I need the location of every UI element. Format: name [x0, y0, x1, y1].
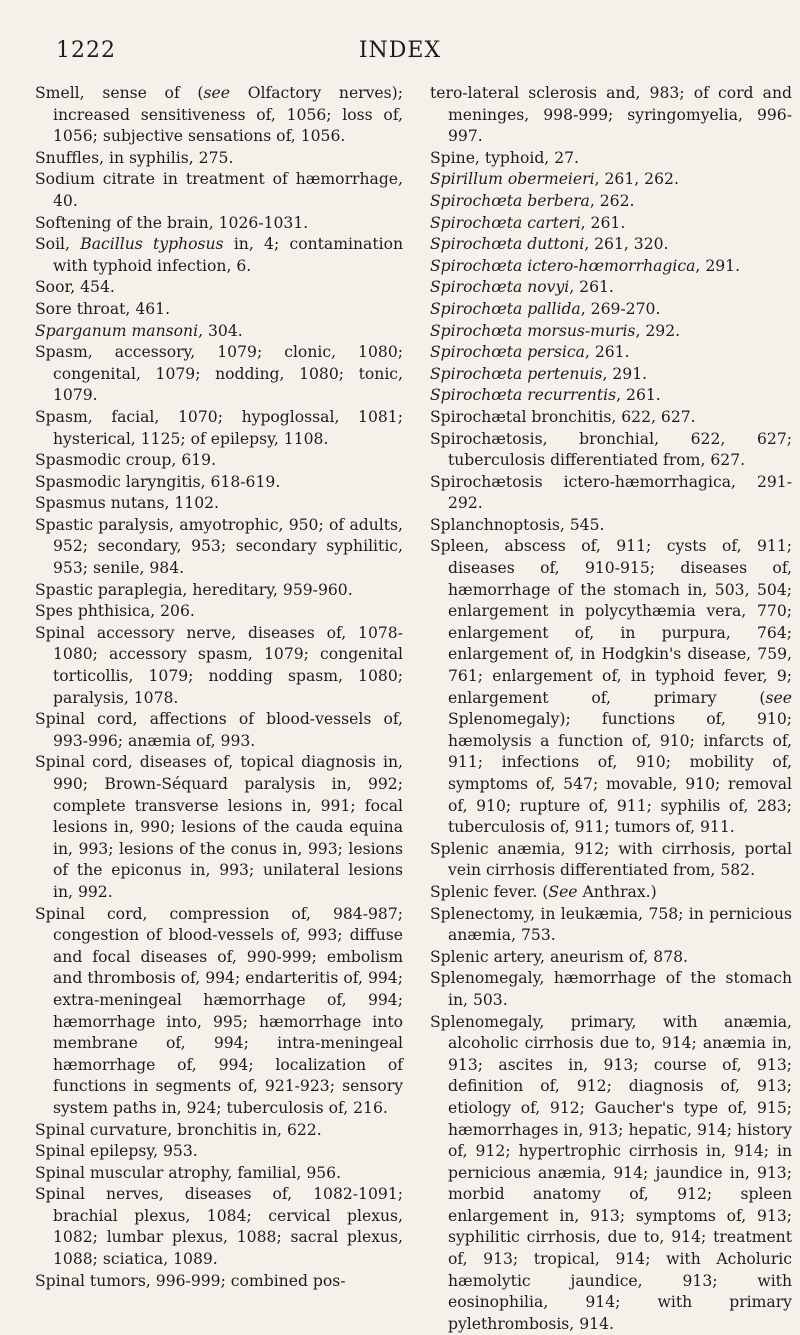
index-entry: Snuffles, in syphilis, 275. [35, 148, 234, 167]
index-entry: Spasmodic croup, 619. [35, 451, 217, 470]
page-header [56, 38, 744, 70]
index-entry: Spirillum obermeieri, 261, 262. [430, 170, 679, 189]
index-entry: Splenic anæmia, 912; with cirrhosis, portal vein cirrhosis differentiated from, 582. [430, 839, 792, 880]
index-entry: Spinal cord, affections of blood-vessels of, 993-996; anæmia of, 993. [35, 710, 403, 750]
index-entry: Spasmus nutans, 1102. [35, 494, 220, 513]
index-entry: Spinal cord, compression of, 984-987; congestion of blood-vessels of, 993; diffuse and focal diseases of, 990-999; embolism and thrombosis of, 994; endarteritis of, 994; extra-meningeal hæmorrhage of, 994; hæmorrhage into, 995; hæmorrhage into membrane of, 994; intra-meningeal hæmorrhage of, 994; localization of functions in segments of, 921-923; sensory system paths in, 924; tuberculosis of, 216. [35, 904, 403, 1117]
index-entry: Splenic fever. (See Anthrax.) [430, 882, 657, 901]
index-entry: Spirochœta pallida, 269-270. [430, 299, 661, 318]
index-entry: Splenic artery, aneurism of, 878. [430, 947, 688, 966]
index-entry: Spes phthisica, 206. [35, 602, 195, 621]
index-entry: Spasmodic laryngitis, 618-619. [35, 472, 281, 491]
index-entry: Splenectomy, in leukæmia, 758; in pernicious anæmia, 753. [430, 904, 792, 945]
page-number: 1222 [56, 38, 116, 63]
index-entry: Spirochætal bronchitis, 622, 627. [430, 407, 696, 426]
index-entry: Sore throat, 461. [35, 299, 171, 318]
page-title: INDEX [358, 38, 442, 63]
index-entry: Spirochœta morsus-muris, 292. [430, 321, 681, 340]
index-entry: Spirochœta berbera, 262. [430, 191, 635, 210]
index-entry: Spirochœta carteri, 261. [430, 213, 626, 232]
index-entry: Spinal cord, diseases of, topical diagnosis in, 990; Brown-Séquard paralysis in, 992; complete transverse lesions in, 991; focal lesions in, 990; lesions of the cauda equina in, 993; lesions of the conus in, 993; lesions of the epiconus in, 993; unilateral lesions in, 992. [35, 753, 403, 901]
index-entry: Spirochœta recurrentis, 261. [430, 386, 661, 405]
index-entry: Spirochœta pertenuis, 291. [430, 364, 648, 383]
index-entry: Spirochætosis, bronchial, 622, 627; tuberculosis differentiated from, 627. [430, 429, 792, 470]
index-entry: Spastic paraplegia, hereditary, 959-960. [35, 580, 353, 599]
index-entry: Spirochœta duttoni, 261, 320. [430, 235, 669, 254]
index-entry: Spleen, abscess of, 911; cysts of, 911; diseases of, 910-915; diseases of, hæmorrhage of the stomach in, 503, 504; enlargement in polycythæmia vera, 770; enlargement of, in purpura, 764; enlargement of, in Hodgkin's disease, 759, 761; enlargement of, in typhoid fever, 9; enlargement of, primary (see Splenomegaly); functions of, 910; hæmolysis a function of, 910; infarcts of, 911; infections of, 910; mobility of, symptoms of, 547; movable, 910; removal of, 910; rupture of, 911; syphilis of, 283; tuberculosis of, 911; tumors of, 911. [430, 537, 792, 837]
index-entry: Spasm, accessory, 1079; clonic, 1080; congenital, 1079; nodding, 1080; tonic, 1079. [35, 343, 403, 405]
index-entry: Sparganum mansoni, 304. [35, 321, 243, 340]
index-entry: Soor, 454. [35, 278, 115, 297]
index-entry: Soil, Bacillus typhosus in, 4; contamination with typhoid infection, 6. [35, 235, 404, 275]
index-entry: Spinal nerves, diseases of, 1082-1091; brachial plexus, 1084; cervical plexus, 1082; lumbar plexus, 1088; sacral plexus, 1088; sciatica, 1089. [35, 1185, 403, 1269]
index-entry: Spinal epilepsy, 953. [35, 1142, 198, 1161]
index-entry: Spastic paralysis, amyotrophic, 950; of adults, 952; secondary, 953; secondary syphilitic, 953; senile, 984. [35, 515, 403, 578]
index-entry: Splenomegaly, hæmorrhage of the stomach in, 503. [430, 969, 792, 1009]
index-entry: Spirochœta ictero-hœmorrhagica, 291. [430, 256, 741, 275]
index-entry: tero-lateral sclerosis and, 983; of cord and meninges, 998-999; syringomyelia, 996-997. [430, 84, 792, 146]
index-entry: Spirochœta persica, 261. [430, 343, 630, 362]
index-entry: Splenomegaly, primary, with anæmia, alcoholic cirrhosis due to, 914; anæmia in, 913; ascites in, 913; course of, 913; definition of, 912; diagnosis of, 913; etiology of, 912; Gaucher's type of, 915; hæmorrhages in, 913; hepatic, 914; history of, 912; hypertrophic cirrhosis in, 914; in pernicious anæmia, 914; jaundice in, 913; morbid anatomy of, 912; spleen enlargement in, 913; symptoms of, 913; syphilitic cirrhosis, due to, 914; treatment of, 913; tropical, 914; with Acholuric hæmolytic jaundice, 913; with eosinophilia, 914; with primary pylethrombosis, 914. [430, 1012, 792, 1333]
index-entry: Spasm, facial, 1070; hypoglossal, 1081; hysterical, 1125; of epilepsy, 1108. [35, 407, 403, 448]
index-entry: Softening of the brain, 1026-1031. [35, 213, 309, 232]
index-entry: Spirochætosis ictero-hæmorrhagica, 291-292. [430, 472, 792, 513]
index-entry: Spinal tumors, 996-999; combined pos- [35, 1271, 346, 1290]
index-entry: Smell, sense of (see Olfactory nerves); increased sensitiveness of, 1056; loss of, 1056; subjective sensations of, 1056. [35, 84, 403, 146]
index-entry: Spinal curvature, bronchitis in, 622. [35, 1120, 322, 1139]
left-column [35, 83, 403, 1292]
index-entry: Spinal muscular atrophy, familial, 956. [35, 1163, 342, 1182]
index-entry: Spirochœta novyi, 261. [430, 278, 614, 297]
index-entry: Sodium citrate in treatment of hæmorrhage, 40. [35, 170, 403, 210]
index-entry: Spine, typhoid, 27. [430, 148, 580, 167]
index-entry: Splanchnoptosis, 545. [430, 515, 605, 534]
index-entry: Spinal accessory nerve, diseases of, 1078-1080; accessory spasm, 1079; congenital torticollis, 1079; nodding spasm, 1080; paralysis, 1078. [35, 623, 403, 707]
right-column [430, 83, 792, 1335]
